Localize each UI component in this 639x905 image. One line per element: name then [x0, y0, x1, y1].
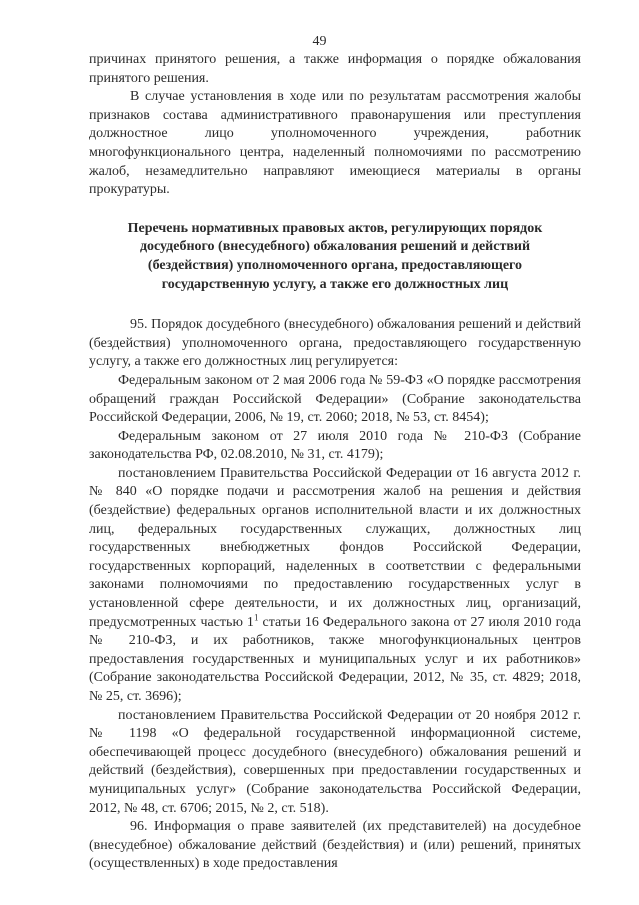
paragraph-continuation: причинах принятого решения, а также информация о порядке обжалования принятого решения. — [89, 52, 581, 86]
paragraph-96: 96. Информация о праве заявителей (их представителей) на досудебное (внесудебное) обжалование действий (бездействия) и (или) решений, принятых (осуществленных) в ходе предоставления — [89, 819, 581, 872]
paragraph-95: 95. Порядок досудебного (внесудебного) обжалования решений и действий (бездействия) уполномоченного органа, предоставляющего государственную услугу, а также его должностных лиц регулируется: — [89, 317, 581, 370]
resolution-840-text-a: постановлением Правительства Российской Федерации от 16 августа 2012 г. № 840 «О порядке подачи и рассмотрения жалоб на решения и действия (бездействие) федеральных органов исполнительной власти и их должностных лиц, федеральных государственных служащих, должностных лиц государственных внебюджетных фондов Российской Федерации, государственных корпораций, наделенных в соответствии с федеральными законами полномочиями по предоставлению государственных услуг в установленной сфере деятельности, и их должностных лиц, организаций, предусмотренных частью 1 — [89, 465, 581, 630]
document-body — [89, 51, 581, 874]
page-number: 49 — [312, 34, 327, 49]
paragraph-resolution-1198: постановлением Правительства Российской Федерации от 20 ноября 2012 г. № 1198 «О федеральной государственной информационной системе, обеспечивающей процесс досудебного (внесудебного) обжалования решений и действий (бездействия), совершенных при предоставлении государственных и муниципальных услуг» (Собрание законодательства Российской Федерации, 2012, № 48, ст. 6706; 2015, № 2, ст. 518). — [89, 707, 581, 816]
paragraph-resolution-840 — [89, 465, 581, 707]
superscript-1: 1 — [253, 611, 259, 622]
paragraph-law-59fz: Федеральным законом от 2 мая 2006 года № 59-ФЗ «О порядке рассмотрения обращений граждан Российской Федерации» (Собрание законодательства Российской Федерации, 2006, № 19, ст. 2060; 2018, № 53, ст. 8454); — [89, 372, 581, 426]
resolution-840-text-b: статьи 16 Федерального закона от 27 июля 2010 года № 210-ФЗ, и их работников, также многофункциональных центров предоставления государственных и муниципальных услуг и их работников» (Собрание законодательства Российской Федерации, 2012, № 35, ст. 4829; 2018, № 25, ст. 3696); — [89, 614, 581, 704]
section-heading: Перечень нормативных правовых актов, регулирующих порядок досудебного (внесудебного) обжалования решений и действий (бездействия) уполномоченного органа, предоставляющего государственную услугу, а также его должностных лиц — [127, 220, 543, 292]
paragraph-law-210fz: Федеральным законом от 27 июля 2010 года № 210-ФЗ (Собрание законодательства РФ, 02.08.2010, № 31, ст. 4179); — [89, 428, 581, 463]
paragraph-prosecutor-referral: В случае установления в ходе или по результатам рассмотрения жалобы признаков состава административного правонарушения или преступления должностное лицо уполномоченного учреждения, работник многофункционального центра, наделенный полномочиями по рассмотрению жалоб, незамедлительно направляют имеющиеся материалы в органы прокуратуры. — [89, 89, 581, 198]
